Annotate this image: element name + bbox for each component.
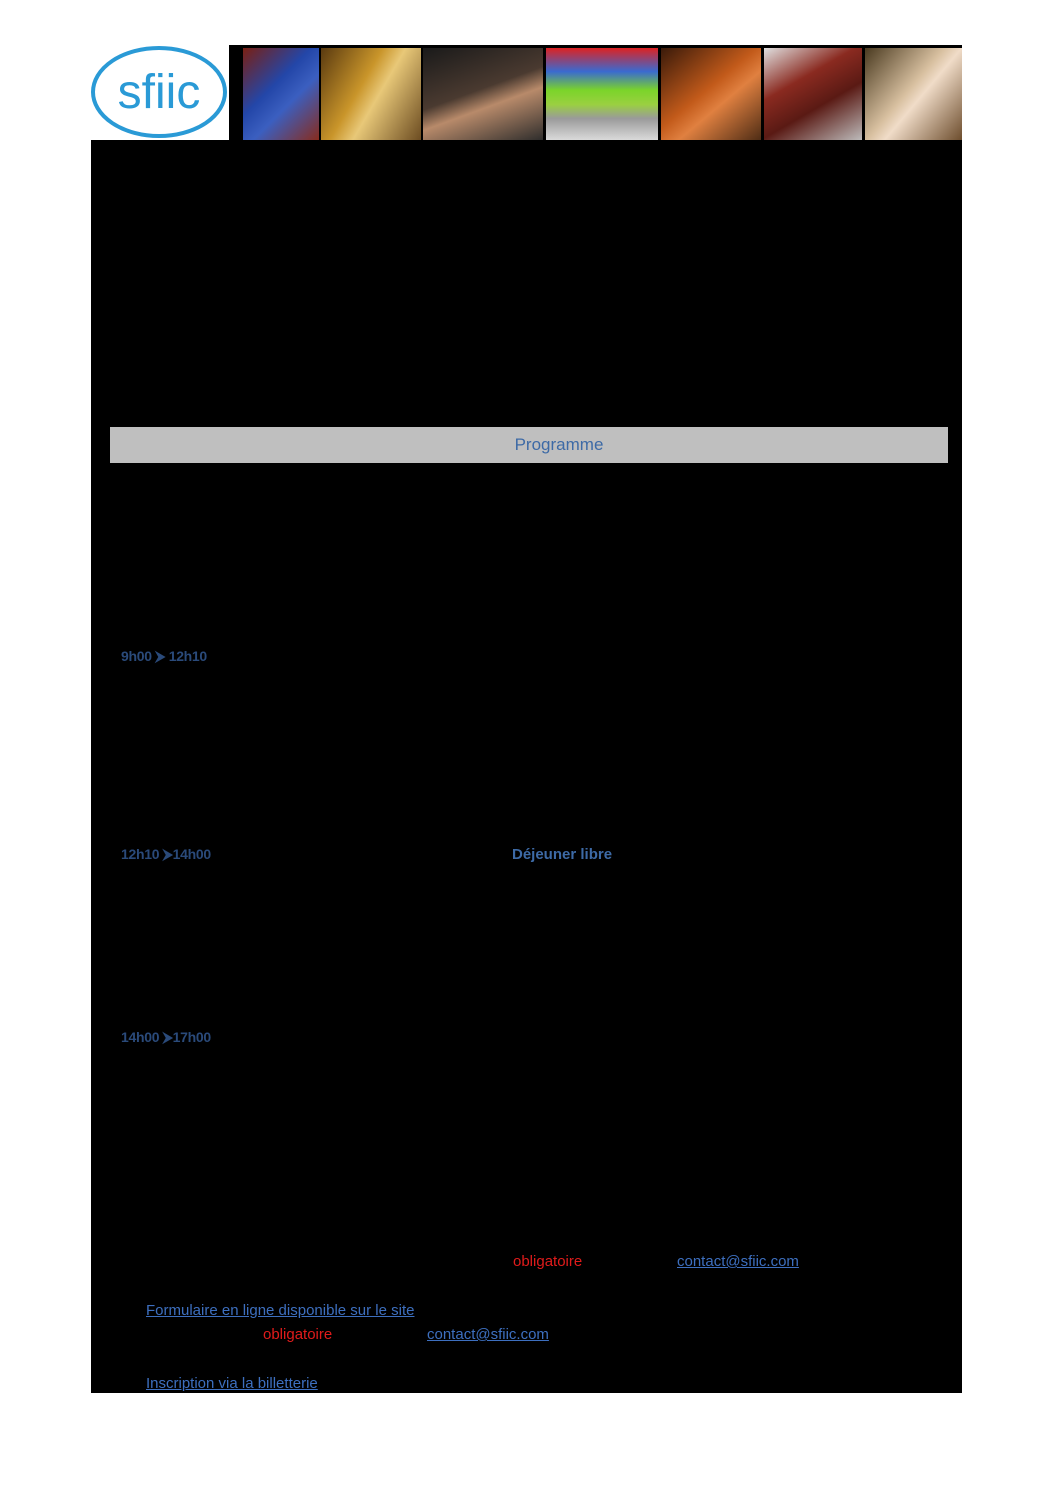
svg-text:sfiic: sfiic bbox=[117, 66, 201, 119]
session-time-lunch: 12h10 ⮞14h00 bbox=[121, 846, 211, 862]
programme-title: Programme bbox=[514, 435, 604, 454]
required-note-2: obligatoire bbox=[263, 1326, 333, 1343]
ticketing-link[interactable]: Inscription via la billetterie bbox=[146, 1375, 318, 1392]
session-time-afternoon: 14h00 ⮞17h00 bbox=[121, 1029, 211, 1045]
portrait-painting-image bbox=[865, 48, 962, 142]
contact-email-link-2[interactable]: contact@sfiic.com bbox=[427, 1326, 549, 1343]
spectral-scan-image bbox=[546, 48, 658, 142]
content-panel bbox=[91, 140, 962, 1393]
painting-madonna-image bbox=[243, 48, 319, 142]
header bbox=[91, 45, 962, 142]
required-note-1: obligatoire bbox=[513, 1253, 583, 1270]
contact-email-link-1[interactable]: contact@sfiic.com bbox=[677, 1253, 799, 1270]
lunch-label: Déjeuner libre bbox=[512, 846, 613, 863]
hands-restoration-image bbox=[423, 48, 543, 142]
gilded-angel-image bbox=[321, 48, 421, 142]
session-time-morning: 9h00 ⮞ 12h10 bbox=[121, 648, 207, 664]
tools-detail-image bbox=[764, 48, 862, 142]
header-photo-strip bbox=[229, 45, 962, 142]
programme-banner bbox=[110, 427, 948, 463]
online-form-link[interactable]: Formulaire en ligne disponible sur le site bbox=[146, 1302, 415, 1319]
painting-fingers-image bbox=[661, 48, 761, 142]
sfiic-logo bbox=[91, 45, 229, 142]
